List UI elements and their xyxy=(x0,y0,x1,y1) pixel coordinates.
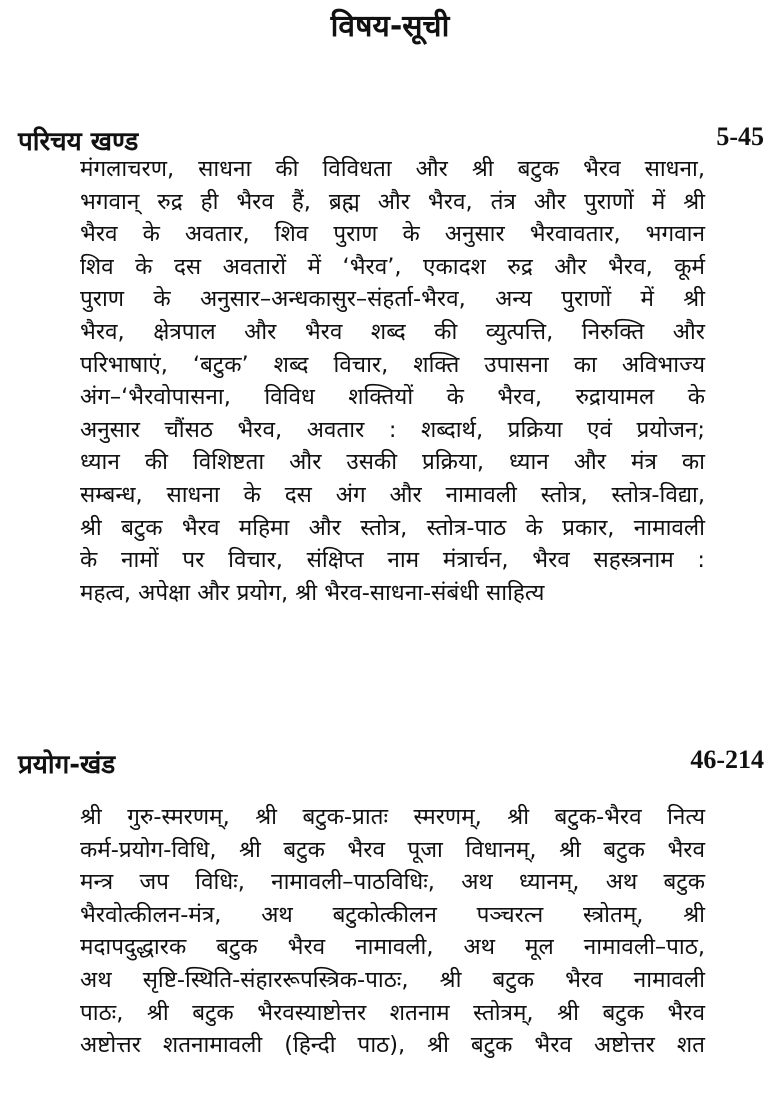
contents-line: महत्व, अपेक्षा और प्रयोग, श्री भैरव-साधना-संबंधी साहित्य xyxy=(80,579,545,606)
section-title[interactable]: परिचय खण्ड xyxy=(18,127,139,157)
contents-line: कर्म-प्रयोग-विधि, श्री बटुक भैरव पूजा विधानम्, श्री बटुक भैरव xyxy=(80,836,705,863)
toc-section-prayog xyxy=(0,745,780,1059)
page-title: विषय-सूची xyxy=(330,9,450,44)
contents-line: शिव के दस अवतारों में ‘भैरव’, एकादश रुद्र और भैरव, कूर्म xyxy=(80,253,705,280)
contents-line: मदापदुद्धारक बटुक भैरव नामावली, अथ मूल नामावली–पाठ, xyxy=(80,934,705,961)
toc-section-parichay xyxy=(0,122,780,606)
contents-line: परिभाषाएं, ‘बटुक’ शब्द विचार, शक्ति उपासना का अविभाज्य xyxy=(80,351,705,378)
contents-line: पुराण के अनुसार–अन्धकासुर–संहर्ता-भैरव, अन्य पुराणों में श्री xyxy=(80,286,705,313)
contents-line: अनुसार चौंसठ भैरव, अवतार : शब्दार्थ, प्रक्रिया एवं प्रयोजन; xyxy=(80,416,705,443)
contents-line: अष्टोत्तर शतनामावली (हिन्दी पाठ), श्री बटुक भैरव अष्टोत्तर शत xyxy=(80,1032,705,1059)
section-contents xyxy=(80,801,705,1062)
contents-line: के नामों पर विचार, संक्षिप्त नाम मंत्रार्चन, भैरव सहस्त्रनाम : xyxy=(80,547,705,574)
contents-line: भैरवोत्कीलन-मंत्र, अथ बटुकोत्कीलन पञ्चरत्न स्त्रोतम्, श्री xyxy=(80,901,705,928)
contents-line: मंगलाचरण, साधना की विविधता और श्री बटुक भैरव साधना, xyxy=(80,156,705,182)
section-contents xyxy=(80,153,705,609)
contents-line: अंग–‘भैरवोपासना, विविध शक्तियों के भैरव, रुद्रायामल के xyxy=(80,384,705,411)
contents-line: सम्बन्ध, साधना के दस अंग और नामावली स्तोत्र, स्तोत्र-विद्या, xyxy=(80,481,705,508)
contents-line: श्री बटुक भैरव महिमा और स्तोत्र, स्तोत्र-पाठ के प्रकार, नामावली xyxy=(80,514,705,541)
contents-line: ध्यान की विशिष्टता और उसकी प्रक्रिया, ध्यान और मंत्र का xyxy=(80,449,705,476)
contents-line: मन्त्र जप विधिः, नामावली–पाठविधिः, अथ ध्यानम्, अथ बटुक xyxy=(80,869,705,896)
contents-line: भगवान् रुद्र ही भैरव हैं, ब्रह्म और भैरव, तंत्र और पुराणों में श्री xyxy=(80,188,705,215)
section-page-range: 46-214 xyxy=(690,745,764,774)
contents-line: भैरव के अवतार, शिव पुराण के अनुसार भैरवावतार, भगवान xyxy=(80,221,705,248)
contents-line: भैरव, क्षेत्रपाल और भैरव शब्द की व्युत्पत्ति, निरुक्ति और xyxy=(80,318,705,345)
contents-line: अथ सृष्टि-स्थिति-संहाररूपस्त्रिक-पाठः, श्री बटुक भैरव नामावली xyxy=(80,966,705,993)
contents-line: पाठः, श्री बटुक भैरवस्याष्टोत्तर शतनाम स्तोत्रम्, श्री बटुक भैरव xyxy=(80,999,705,1026)
section-page-range: 5-45 xyxy=(716,122,764,151)
contents-line: श्री गुरु-स्मरणम्, श्री बटुक-प्रातः स्मरणम्, श्री बटुक-भैरव नित्य xyxy=(80,804,705,830)
section-header xyxy=(0,745,780,785)
section-title[interactable]: प्रयोग-खंड xyxy=(18,750,116,780)
